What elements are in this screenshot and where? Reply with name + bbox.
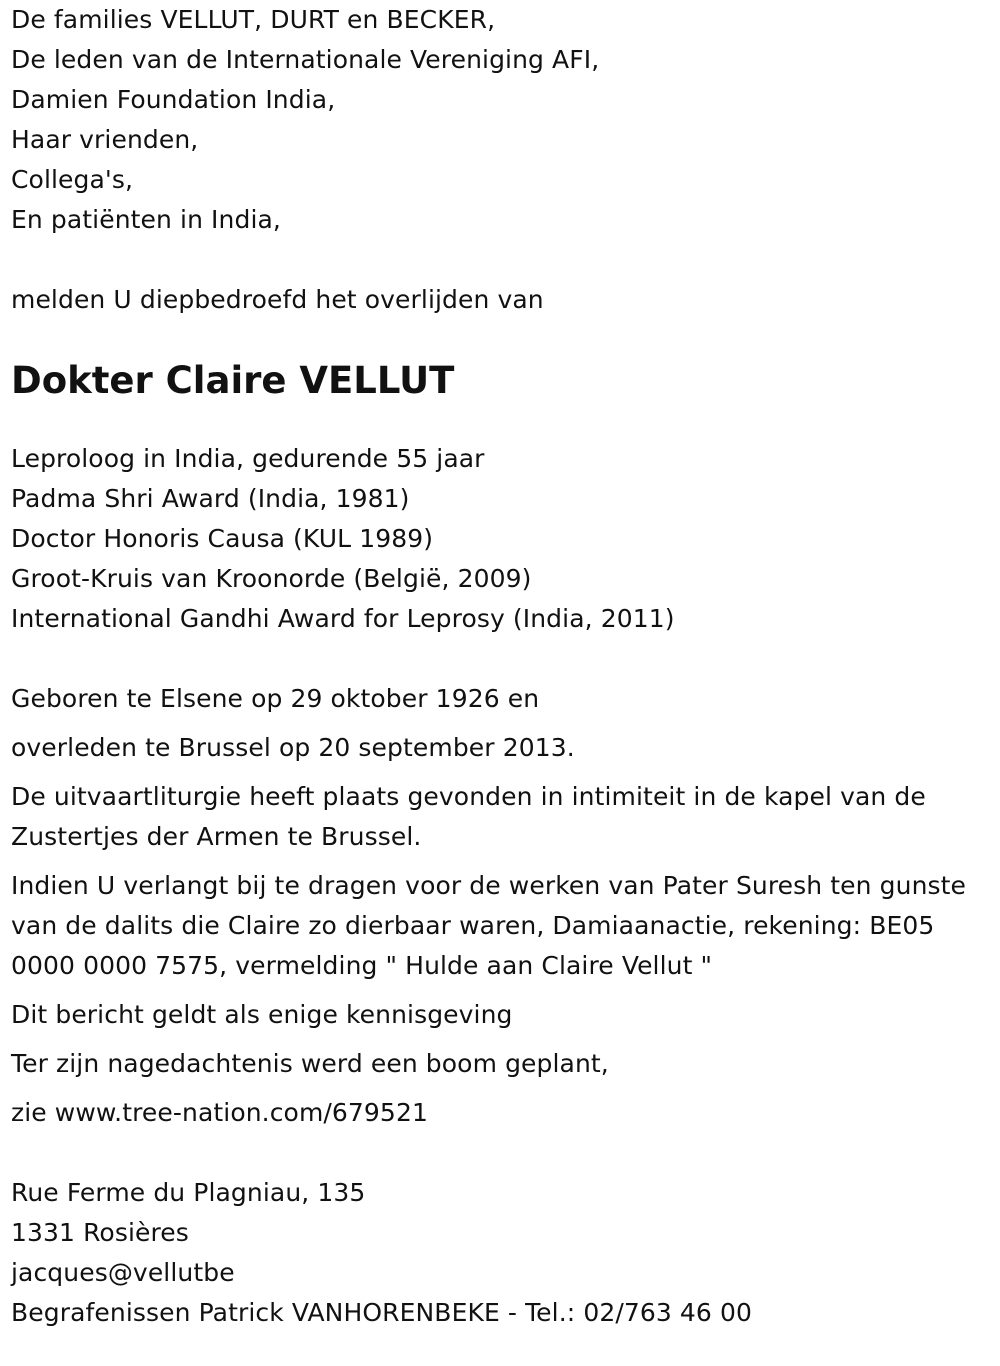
death-text: overleden te Brussel op 20 september 2013. (11, 733, 575, 762)
intro-section (11, 0, 991, 320)
contact-street: Rue Ferme du Plagniau, 135 (11, 1178, 366, 1207)
contact-email[interactable]: jacques@vellutbe (11, 1258, 235, 1287)
honour-item: Leproloog in India, gedurende 55 jaar (11, 444, 485, 473)
death-notice (11, 0, 991, 1333)
tree-link[interactable]: zie www.tree-nation.com/679521 (11, 1098, 428, 1127)
intro-line: Damien Foundation India, (11, 85, 336, 114)
contact-city: 1331 Rosières (11, 1218, 189, 1247)
intro-line: En patiënten in India, (11, 205, 281, 234)
deceased-name: Dokter Claire VELLUT (11, 359, 455, 402)
honour-item: International Gandhi Award for Leprosy (India, 2011) (11, 604, 675, 633)
honour-item: Doctor Honoris Causa (KUL 1989) (11, 524, 434, 553)
honour-item: Padma Shri Award (India, 1981) (11, 484, 410, 513)
details-section (11, 679, 991, 1133)
honour-item: Groot-Kruis van Kroonorde (België, 2009) (11, 564, 532, 593)
honours-list (11, 439, 991, 639)
announcement-text: melden U diepbedroefd het overlijden van (11, 285, 544, 314)
birth-text: Geboren te Elsene op 29 oktober 1926 en (11, 684, 540, 713)
tree-text: Ter zijn nagedachtenis werd een boom geplant, (11, 1049, 609, 1078)
funeral-home-text: Begrafenissen Patrick VANHORENBEKE - Tel.: 02/763 46 00 (11, 1298, 752, 1327)
contact-section (11, 1173, 991, 1333)
intro-line: Collega's, (11, 165, 134, 194)
intro-line: De families VELLUT, DURT en BECKER, (11, 5, 496, 34)
notice-text: Dit bericht geldt als enige kennisgeving (11, 1000, 513, 1029)
funeral-text: De uitvaartliturgie heeft plaats gevonden in intimiteit in de kapel van de Zustertjes der Armen te Brussel. (11, 782, 926, 851)
donation-text: Indien U verlangt bij te dragen voor de werken van Pater Suresh ten gunste van de dalits die Claire zo dierbaar waren, Damiaanactie, rekening: BE05 0000 0000 7575, vermelding " Hulde aan Claire Vellut " (11, 871, 967, 980)
intro-line: De leden van de Internationale Vereniging AFI, (11, 45, 600, 74)
intro-line: Haar vrienden, (11, 125, 199, 154)
